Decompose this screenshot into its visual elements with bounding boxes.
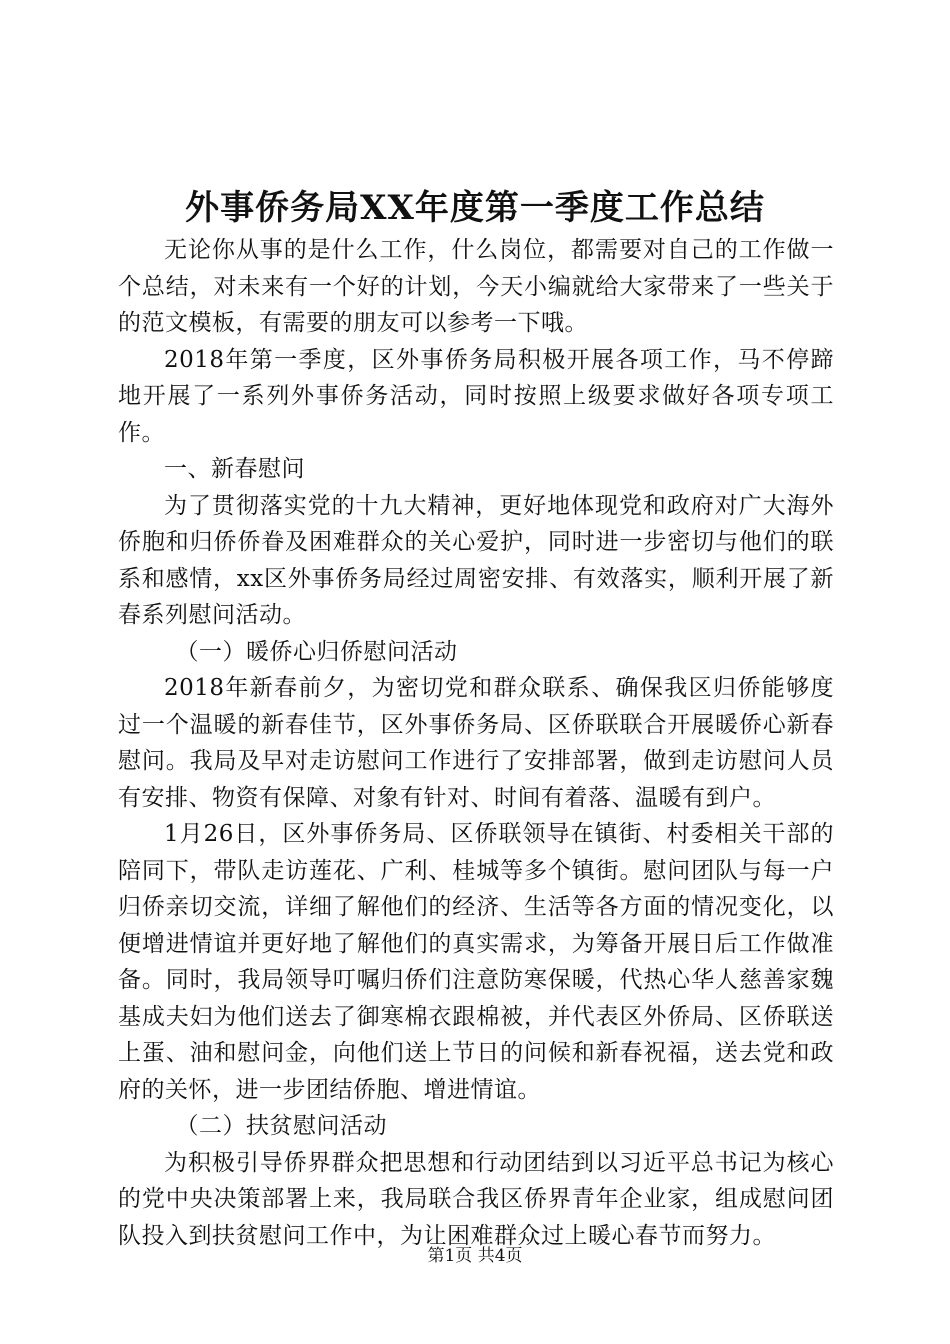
returned-overseas-paragraph: 2018年新春前夕，为密切党和群众联系、确保我区归侨能够度过一个温暖的新春佳节，区外事侨务局、区侨联联合开展暖侨心新春慰问。我局及早对走访慰问工作进行了安排部署，做到走访慰问人员有安排、物资有保障、对象有针对、时间有着落、温暖有到户。 [118,675,834,811]
visit-detail-paragraph: 1月26日，区外事侨务局、区侨联领导在镇街、村委相关干部的陪同下，带队走访莲花、广利、桂城等多个镇街。慰问团队与每一户归侨亲切交流，详细了解他们的经济、生活等各方面的情况变化，以便增进情谊并更好地了解他们的真实需求，为筹备开展日后工作做准备。同时，我局领导叮嘱归侨们注意防寒保暖，代热心华人慈善家魏基成夫妇为他们送去了御寒棉衣跟棉被，并代表区外侨局、区侨联送上蛋、油和慰问金，向他们送上节日的问候和新春祝福，送去党和政府的关怀，进一步团结侨胞、增进情谊。 [118,821,834,1103]
document-title: 外事侨务局XX年度第一季度工作总结 [185,188,765,228]
overview-paragraph: 2018年第一季度，区外事侨务局积极开展各项工作，马不停蹄地开展了一系列外事侨务活动，同时按照上级要求做好各项专项工作。 [118,346,834,446]
subsection-heading-poverty-relief: （二）扶贫慰问活动 [175,1113,387,1139]
spring-visit-paragraph: 为了贯彻落实党的十九大精神，更好地体现党和政府对广大海外侨胞和归侨侨眷及困难群众的关心爱护，同时进一步密切与他们的联系和感情，xx区外事侨务局经过周密安排、有效落实，顺利开展了新春系列慰问活动。 [118,492,834,628]
page-number-footer: 第1页 共4页 [427,1246,523,1266]
section-heading-spring-visit: 一、新春慰问 [164,456,305,482]
document-body [118,232,834,1254]
subsection-heading-returned-overseas: （一）暖侨心归侨慰问活动 [175,638,458,665]
poverty-relief-paragraph: 为积极引导侨界群众把思想和行动团结到以习近平总书记为核心的党中央决策部署上来，我局联合我区侨界青年企业家，组成慰问团队投入到扶贫慰问工作中，为让困难群众过上暖心春节而努力。 [118,1149,834,1249]
intro-paragraph: 无论你从事的是什么工作，什么岗位，都需要对自己的工作做一个总结，对未来有一个好的计划，今天小编就给大家带来了一些关于的范文模板，有需要的朋友可以参考一下哦。 [118,237,834,336]
